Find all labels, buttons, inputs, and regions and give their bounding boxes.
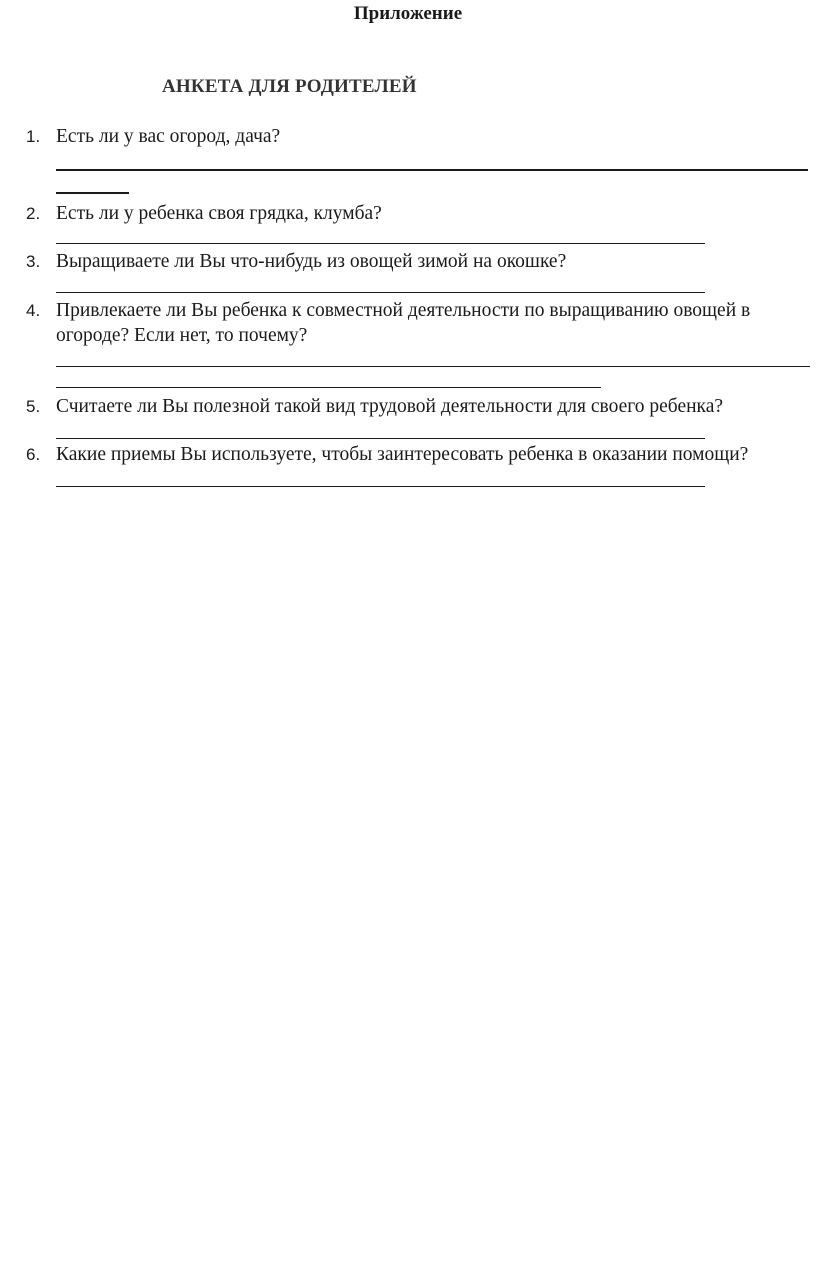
answer-line[interactable] (56, 438, 705, 439)
question-number: 2. (26, 204, 41, 223)
answer-line[interactable] (56, 243, 705, 244)
answer-line[interactable] (56, 192, 129, 194)
question-text: Считаете ли Вы полезной такой вид трудовой деятельности для своего ребенка? (56, 396, 724, 417)
question-number: 4. (26, 301, 41, 320)
question-number: 6. (26, 445, 41, 464)
question-text: Есть ли у ребенка своя грядка, клумба? (56, 203, 382, 224)
question-text: Есть ли у вас огород, дача? (56, 126, 281, 147)
appendix-label: Приложение (353, 3, 463, 24)
question-text: Выращиваете ли Вы что-нибудь из овощей зимой на окошке? (56, 251, 567, 272)
question-text: Какие приемы Вы используете, чтобы заинтересовать ребенка в оказании помощи? (56, 444, 749, 465)
answer-line[interactable] (56, 292, 705, 293)
question-number: 5. (26, 397, 41, 416)
questionnaire-title: АНКЕТА ДЛЯ РОДИТЕЛЕЙ (162, 76, 417, 97)
answer-line[interactable] (56, 486, 705, 487)
question-text: Привлекаете ли Вы ребенка к совместной деятельности по выращиванию овощей в огороде? Если нет, то почему? (56, 300, 751, 346)
question-number: 1. (26, 127, 41, 146)
answer-line[interactable] (56, 366, 810, 367)
answer-line[interactable] (56, 387, 601, 388)
answer-line[interactable] (56, 169, 808, 171)
question-number: 3. (26, 252, 41, 271)
